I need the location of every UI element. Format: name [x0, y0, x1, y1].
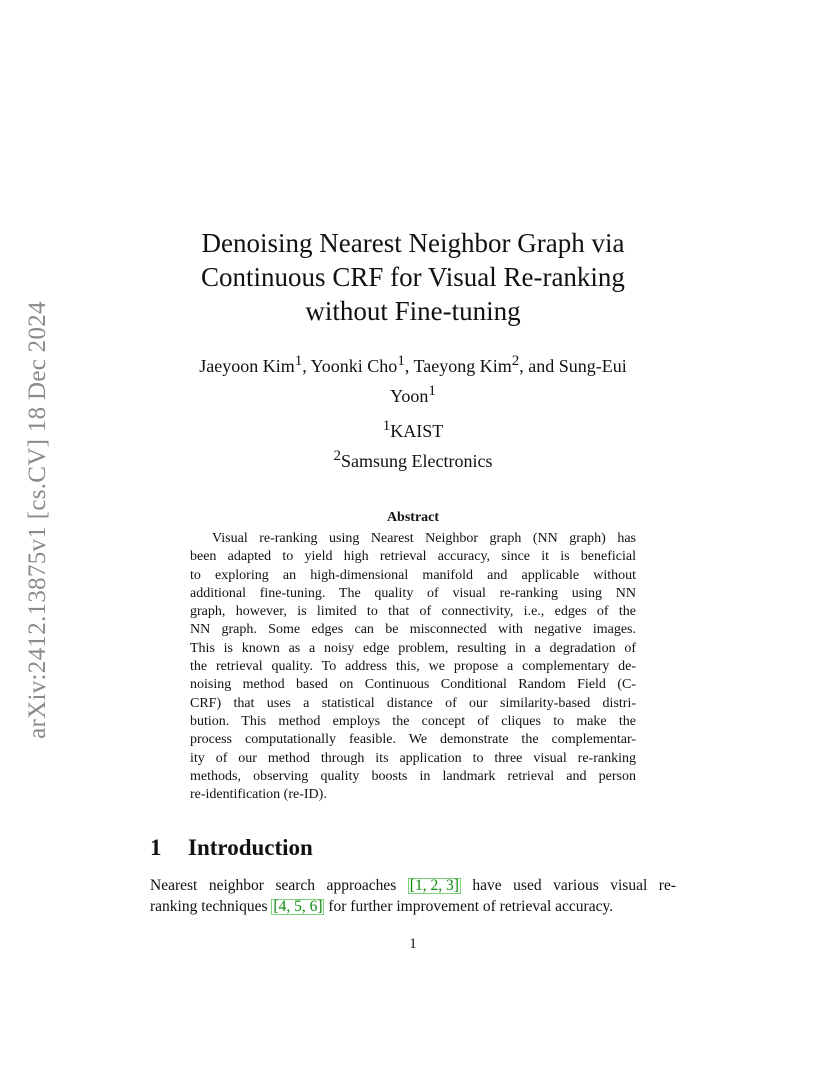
- citation-link[interactable]: 1: [414, 877, 423, 894]
- author-name: and Sung-Eui: [528, 356, 627, 376]
- paragraph-text: ranking techniques: [150, 898, 272, 915]
- abstract-line: process computationally feasible. We demonstrate the complementar-: [190, 732, 636, 748]
- citation-link[interactable]: 3: [445, 877, 454, 894]
- abstract-line: methods, observing quality boosts in landmark retrieval and person: [190, 768, 636, 784]
- citation-separator: ,: [438, 877, 446, 894]
- affiliation-item: [150, 444, 676, 474]
- citation-separator: ,: [286, 898, 295, 915]
- title-line: without Fine-tuning: [305, 296, 521, 326]
- abstract-body: [190, 530, 636, 804]
- citation-separator: ,: [301, 898, 310, 915]
- citation-bracket: [: [273, 898, 279, 915]
- citation-bracket: [: [409, 877, 415, 894]
- author-line: [150, 379, 676, 409]
- abstract-line: graph, however, is limited to that of connectivity, i.e., edges of the: [190, 604, 636, 620]
- citation-link[interactable]: 6: [309, 898, 318, 915]
- affiliation-marker: 1: [428, 383, 436, 399]
- abstract-line: to exploring an high-dimensional manifold and applicable without: [190, 567, 636, 583]
- introduction-paragraph: [150, 875, 676, 917]
- title-line: Denoising Nearest Neighbor Graph via: [201, 228, 625, 258]
- affiliation-list: [150, 414, 676, 474]
- paragraph-text: Nearest neighbor search approaches: [150, 877, 408, 894]
- abstract-line: CRF) that uses a statistical distance of our similarity-based distri-: [190, 695, 636, 711]
- citation-link-group: [408, 878, 461, 894]
- affiliation-marker: 1: [294, 353, 303, 369]
- affiliation-name: KAIST: [390, 421, 444, 441]
- affiliation-number: 2: [333, 448, 341, 464]
- citation-link[interactable]: 4: [278, 898, 287, 915]
- author-name: Jaeyoon Kim: [199, 356, 295, 376]
- abstract-line: bution. This method employs the concept of cliques to make the: [190, 713, 636, 729]
- abstract-line: additional fine-tuning. The quality of visual re-ranking using NN: [190, 585, 636, 601]
- arxiv-identifier-stamp: arXiv:2412.13875v1 [cs.CV] 18 Dec 2024: [24, 301, 51, 739]
- author-name: Yoonki Cho: [310, 356, 398, 376]
- section-title: Introduction: [188, 835, 313, 860]
- paragraph-line: [150, 896, 676, 917]
- citation-link-group: [271, 899, 324, 915]
- affiliation-name: Samsung Electronics: [341, 451, 493, 471]
- abstract-line: been adapted to yield high retrieval accuracy, since it is beneficial: [190, 549, 636, 565]
- author-line: Jaeyoon Kim$^1$, Yoonki Cho$^1$, Taeyong Kim$^2$, and Sung-Eui: [199, 353, 627, 376]
- citation-separator: ,: [422, 877, 431, 894]
- section-heading-introduction: [150, 834, 313, 862]
- paragraph-text: for further improvement of retrieval accuracy.: [324, 898, 614, 915]
- citation-bracket: ]: [317, 898, 323, 915]
- abstract-line: noising method based on Continuous Conditional Random Field (C-: [190, 677, 636, 693]
- abstract-line: Visual re-ranking using Nearest Neighbor graph (NN graph) has: [212, 531, 636, 546]
- affiliation-marker: 1: [397, 353, 405, 369]
- page-number: 1: [409, 936, 417, 952]
- abstract-line: NN graph. Some edges can be misconnected with negative images.: [190, 622, 636, 638]
- abstract-heading: Abstract: [386, 510, 440, 525]
- affiliation-number: 1: [382, 418, 391, 434]
- citation-link[interactable]: 5: [294, 898, 302, 915]
- section-number: 1: [150, 835, 162, 860]
- citation-bracket: ]: [453, 877, 459, 894]
- abstract-line: ity of our method through its application to three visual re-ranking: [190, 750, 636, 766]
- title-line: Continuous CRF for Visual Re-ranking: [201, 262, 625, 292]
- paragraph-text: have used various visual re-: [460, 877, 676, 894]
- abstract-line: re-identification (re-ID).: [190, 787, 327, 803]
- author-name: Taeyong Kim: [413, 356, 512, 376]
- paper-title: [150, 226, 676, 328]
- affiliation-item: [150, 414, 676, 444]
- citation-link[interactable]: 2: [430, 877, 439, 894]
- paragraph-line: [150, 875, 676, 896]
- affiliation-marker: 2: [511, 353, 520, 369]
- author-name: Yoon: [390, 386, 429, 406]
- author-list: [150, 349, 676, 409]
- abstract-line: This is known as a noisy edge problem, resulting in a degradation of: [190, 640, 636, 656]
- abstract-line: the retrieval quality. To address this, we propose a complementary de-: [190, 659, 636, 675]
